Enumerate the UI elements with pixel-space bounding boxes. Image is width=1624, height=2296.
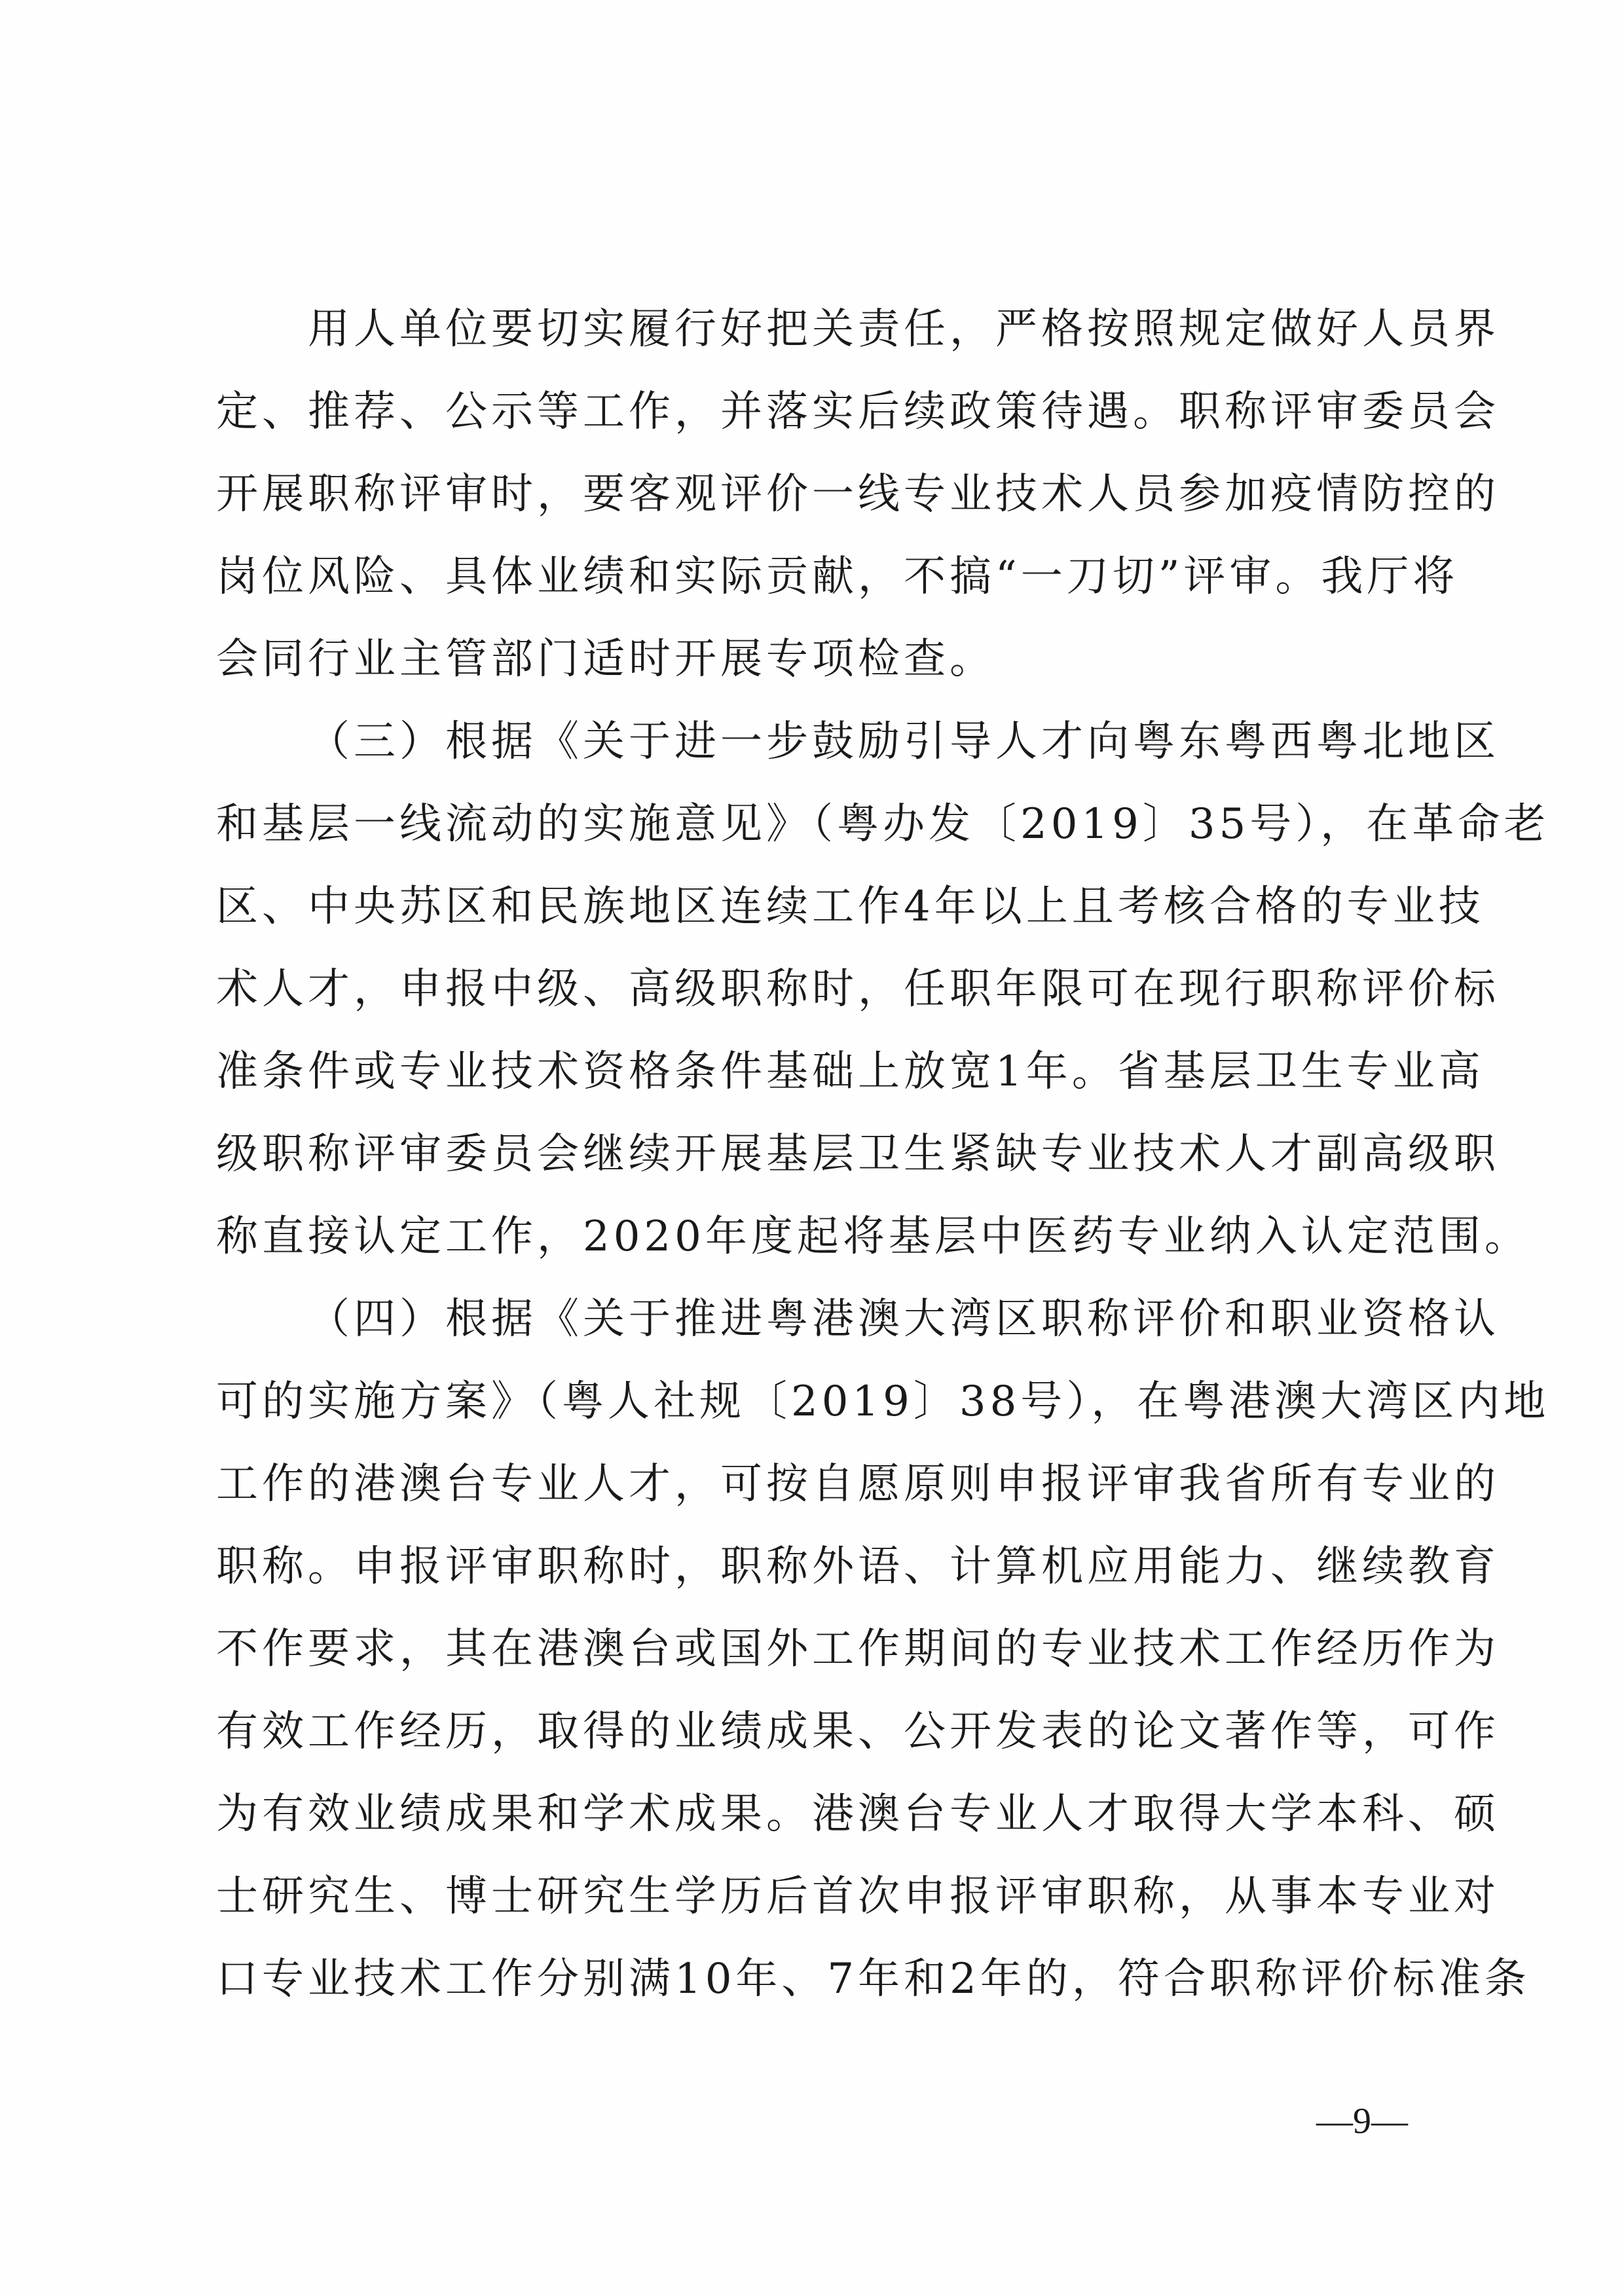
paragraph-line: 可的实施方案》（粤人社规〔2019〕38号），在粤港澳大湾区内地 — [216, 1377, 1550, 1426]
paragraph-line: 开展职称评审时，要客观评价一线专业技术人员参加疫情防控的 — [216, 470, 1500, 519]
paragraph-line: （四）根据《关于推进粤港澳大湾区职称评价和职业资格认 — [308, 1295, 1500, 1343]
paragraph-line: 口专业技术工作分别满10年、7年和2年的，符合职称评价标准条 — [216, 1955, 1530, 2003]
body-text — [216, 288, 1550, 2020]
paragraph-line: 和基层一线流动的实施意见》（粤办发〔2019〕35号），在革命老 — [216, 800, 1550, 848]
paragraph-line: 级职称评审委员会继续开展基层卫生紧缺专业技术人才副高级职 — [216, 1130, 1500, 1178]
paragraph-line: 定、推荐、公示等工作，并落实后续政策待遇。职称评审委员会 — [216, 388, 1500, 436]
paragraph-line: 称直接认定工作，2020年度起将基层中医药专业纳入认定范围。 — [216, 1212, 1530, 1261]
paragraph-line: （三）根据《关于进一步鼓励引导人才向粤东粤西粤北地区 — [308, 718, 1500, 766]
paragraph-line: 士研究生、博士研究生学历后首次申报评审职称，从事本专业对 — [216, 1872, 1500, 1921]
paragraph-line: 准条件或专业技术资格条件基础上放宽1年。省基层卫生专业高 — [216, 1048, 1485, 1096]
paragraph-line: 会同行业主管部门适时开展专项检查。 — [216, 635, 995, 683]
paragraph-line: 为有效业绩成果和学术成果。港澳台专业人才取得大学本科、硕 — [216, 1790, 1500, 1838]
paragraph-line: 区、中央苏区和民族地区连续工作4年以上且考核合格的专业技 — [216, 883, 1485, 931]
paragraph-line: 工作的港澳台专业人才，可按自愿原则申报评审我省所有专业的 — [216, 1460, 1500, 1508]
paragraph-line: 不作要求，其在港澳台或国外工作期间的专业技术工作经历作为 — [216, 1625, 1500, 1673]
paragraph-line: 有效工作经历，取得的业绩成果、公开发表的论文著作等，可作 — [216, 1707, 1500, 1756]
paragraph-line: 岗位风险、具体业绩和实际贡献，不搞“一刀切”评审。我厅将 — [216, 553, 1459, 601]
paragraph-line: 用人单位要切实履行好把关责任，严格按照规定做好人员界 — [308, 305, 1500, 354]
paragraph-line: 术人才，申报中级、高级职称时，任职年限可在现行职称评价标 — [216, 965, 1500, 1013]
page-number: —9— — [1316, 2101, 1408, 2141]
paragraph-line: 职称。申报评审职称时，职称外语、计算机应用能力、继续教育 — [216, 1542, 1500, 1591]
